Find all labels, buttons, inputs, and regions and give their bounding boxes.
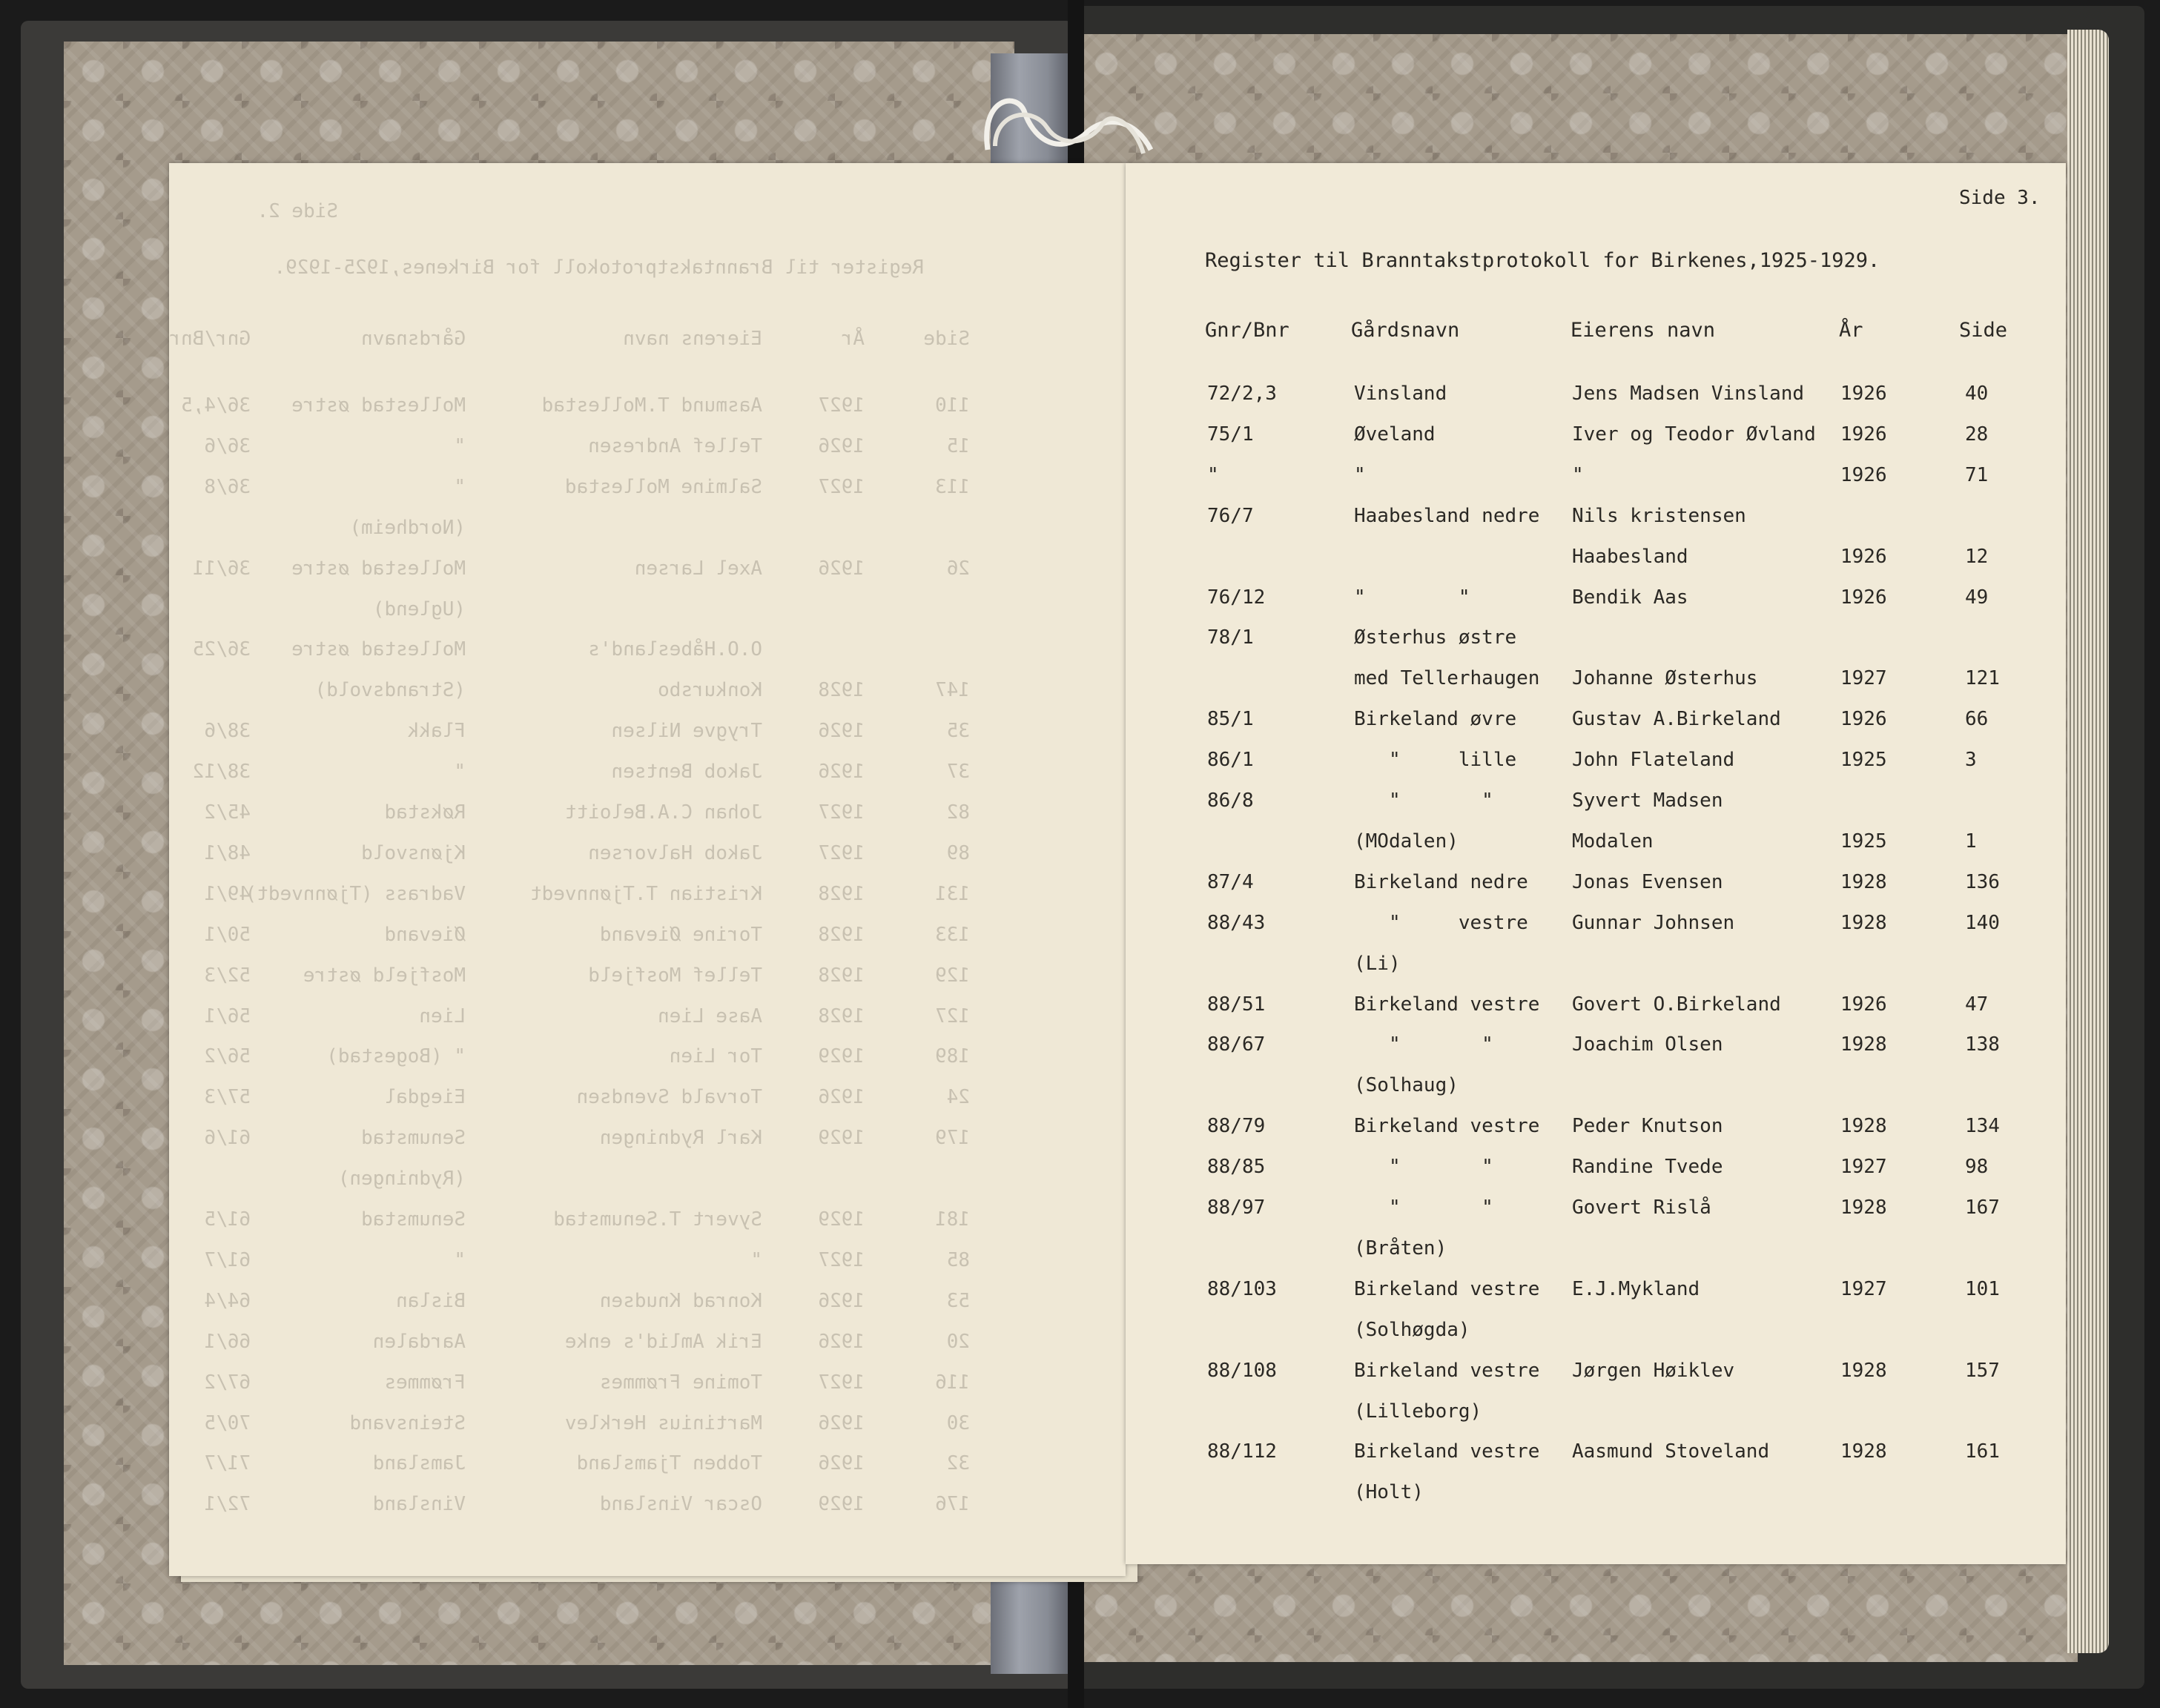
ghost-gnr: 45/2 [204,801,251,824]
ghost-side: 133 [935,924,970,946]
cell-eier: Johanne Østerhus [1572,667,1758,689]
cell-eier: Gunnar Johnsen [1572,912,1735,934]
ghost-eier: Tellef Andresen [588,435,762,457]
cell-gardsnavn: Birkeland vestre [1354,1360,1540,1382]
ghost-gardsnavn: " [454,476,466,498]
ghost-eier: Johan C.A.Beloitt [564,801,762,824]
ghost-eier: O.O.Håbesland's [588,638,762,661]
ghost-col-header: Gnr/Bnr [169,328,251,350]
cell-eier: John Flateland [1572,749,1735,771]
cell-gnr: 88/112 [1207,1440,1277,1463]
ghost-side: 89 [946,842,970,864]
cell-gardsnavn: (Solhaug) [1354,1074,1459,1096]
ghost-gardsnavn: Steinsvand [349,1412,466,1434]
ghost-gardsnavn: Flakk [407,720,466,742]
cell-side: 121 [1965,667,2000,689]
cell-gnr: 88/108 [1207,1360,1277,1382]
cell-eier: Randine Tvede [1572,1156,1723,1178]
cell-gardsnavn: Haabesland nedre [1354,505,1540,527]
col-header-eier: Eierens navn [1571,319,1716,342]
ghost-ar: 1927 [818,476,865,498]
ghost-gardsnavn: Bislan [396,1290,466,1312]
ghost-side: 131 [935,883,970,905]
cell-gnr: 88/85 [1207,1156,1266,1178]
ghost-eier: Trygve Nilsen [611,720,762,742]
cell-gardsnavn: " lille [1354,749,1517,771]
cell-side: 47 [1965,993,1989,1016]
col-header-gardsnavn: Gårdsnavn [1351,319,1460,342]
ghost-eier: Axel Larsen [634,557,762,580]
cell-side: 71 [1965,464,1989,486]
ghost-gardsnavn: Senumstad [361,1208,466,1231]
ghost-gnr: 64/4 [204,1290,251,1312]
cell-gnr: 78/1 [1207,626,1254,649]
ghost-ar: 1928 [818,924,865,946]
ghost-gardsnavn: Senumstad [361,1127,466,1149]
cell-gardsnavn: Vinsland [1354,383,1447,405]
ghost-eier: " [750,1249,762,1271]
cell-gardsnavn: " " [1354,1196,1493,1219]
ghost-gnr: 38/6 [204,720,251,742]
cell-side: 49 [1965,586,1989,609]
ghost-gnr: 70/5 [204,1412,251,1434]
ghost-eier: Torvald Svendsen [576,1086,762,1108]
cell-gnr: 88/97 [1207,1196,1266,1219]
cell-gardsnavn: (Solhøgda) [1354,1319,1470,1341]
ghost-gnr: 71/7 [204,1452,251,1474]
ghost-ar: 1926 [818,1452,865,1474]
ghost-gnr: 48/1 [204,842,251,864]
cell-gardsnavn: (Bråten) [1354,1237,1447,1260]
ghost-eier: Karl Rydningen [599,1127,762,1149]
ghost-side: 176 [935,1493,970,1515]
cell-gardsnavn: (Holt) [1354,1481,1424,1503]
cell-ar: 1926 [1840,546,1887,568]
ghost-gardsnavn: Frømmes [384,1371,466,1394]
cell-gnr: 86/8 [1207,790,1254,812]
cell-gardsnavn: " " [1354,1033,1493,1056]
cell-ar: 1928 [1840,871,1887,893]
cell-ar: 1928 [1840,1440,1887,1463]
ghost-gardsnavn: Kjønsvold [361,842,466,864]
ghost-gardsnavn: Jamsland [372,1452,466,1474]
cell-gardsnavn: " " [1354,790,1493,812]
cell-eier: Jonas Evensen [1572,871,1723,893]
cell-gnr: 88/103 [1207,1278,1277,1300]
ghost-gardsnavn: Aardalen [372,1331,466,1353]
ghost-gnr: 57/3 [204,1086,251,1108]
ghost-eier: Konkursbo [658,679,762,701]
cell-gardsnavn: " [1354,464,1366,486]
ghost-ar: 1927 [818,1249,865,1271]
ghost-gardsnavn: Mollestad østre [291,638,466,661]
ghost-ar: 1926 [818,720,865,742]
ghost-gnr: 61/5 [204,1208,251,1231]
ghost-side: 85 [946,1249,970,1271]
ghost-ar: 1929 [818,1208,865,1231]
ghost-side: 116 [935,1371,970,1394]
cell-ar: 1928 [1840,1115,1887,1137]
cell-eier: Haabesland [1572,546,1688,568]
left-page-bleedthrough-text [169,163,1126,1576]
ghost-gnr: 38/12 [192,761,251,783]
cell-gardsnavn: Øveland [1354,423,1436,446]
ghost-gnr: 56/1 [204,1005,251,1027]
ghost-side: 129 [935,964,970,987]
cell-gnr: 86/1 [1207,749,1254,771]
ghost-gardsnavn: Mollestad østre [291,557,466,580]
page-number: Side 3. [1959,187,2041,209]
ghost-ar: 1928 [818,1005,865,1027]
ghost-gnr: 36/25 [192,638,251,661]
cell-side: 40 [1965,383,1989,405]
ghost-gardsnavn: Eiegdal [384,1086,466,1108]
cell-gardsnavn: med Tellerhaugen [1354,667,1540,689]
ghost-ar: 1928 [818,679,865,701]
cell-gardsnavn: (Li) [1354,953,1401,975]
ghost-gardsnavn: " (Bogestad) [326,1045,466,1068]
ghost-gardsnavn: (Rydningen) [337,1168,466,1190]
ghost-side: 24 [946,1086,970,1108]
ghost-gnr: 50/1 [204,924,251,946]
cell-ar: 1925 [1840,830,1887,853]
cell-side: 138 [1965,1033,2000,1056]
ghost-gardsnavn: " [454,1249,466,1271]
right-page [1126,163,2066,1564]
cell-ar: 1926 [1840,383,1887,405]
cell-ar: 1925 [1840,749,1887,771]
cell-eier: Bendik Aas [1572,586,1688,609]
binding-thread-icon [973,68,1158,157]
cell-ar: 1928 [1840,1196,1887,1219]
ghost-eier: Erik Amlid's enke [564,1331,762,1353]
col-header-ar: År [1839,319,1863,342]
ghost-ar: 1927 [818,801,865,824]
ghost-col-header: Side [923,328,970,350]
left-page-number: Side 2. [257,200,338,222]
cell-gardsnavn: Birkeland øvre [1354,708,1517,730]
ghost-gnr: 36/11 [192,557,251,580]
ghost-side: 20 [946,1331,970,1353]
ghost-eier: Konrad Knudsen [599,1290,762,1312]
ghost-side: 32 [946,1452,970,1474]
ghost-side: 30 [946,1412,970,1434]
ghost-gnr: 67/2 [204,1371,251,1394]
ghost-eier: Kristian T.Tjønnvedt [529,883,762,905]
ghost-eier: Aasmund T.Mollestad [541,394,762,417]
cell-gardsnavn: (Lilleborg) [1354,1400,1482,1423]
ghost-gardsnavn: Øievand [384,924,466,946]
cell-side: 28 [1965,423,1989,446]
ghost-eier: Tomine Frømmes [599,1371,762,1394]
ghost-gnr: 61/6 [204,1127,251,1149]
ghost-gnr: 36/8 [204,476,251,498]
cell-gardsnavn: Østerhus østre [1354,626,1517,649]
ghost-side: 189 [935,1045,970,1068]
cell-ar: 1927 [1840,1156,1887,1178]
cell-ar: 1926 [1840,708,1887,730]
cell-ar: 1927 [1840,1278,1887,1300]
cell-ar: 1926 [1840,464,1887,486]
ghost-eier: Jakob Halvorsen [588,842,762,864]
cell-side: 161 [1965,1440,2000,1463]
cell-gnr: 88/79 [1207,1115,1266,1137]
cell-eier: Gustav A.Birkeland [1572,708,1781,730]
cell-side: 157 [1965,1360,2000,1382]
ghost-ar: 1926 [818,761,865,783]
ghost-ar: 1926 [818,435,865,457]
ghost-ar: 1927 [818,1371,865,1394]
ghost-gardsnavn: Lien [419,1005,466,1027]
ghost-ar: 1926 [818,1290,865,1312]
ghost-side: 147 [935,679,970,701]
cell-ar: 1926 [1840,993,1887,1016]
cell-ar: 1926 [1840,586,1887,609]
ghost-side: 37 [946,761,970,783]
cell-side: 136 [1965,871,2000,893]
ghost-col-header: Gårdsnavn [361,328,466,350]
ghost-ar: 1929 [818,1127,865,1149]
cell-eier: E.J.Mykland [1572,1278,1700,1300]
cell-side: 140 [1965,912,2000,934]
ghost-side: 35 [946,720,970,742]
ghost-eier: Tellef Mosfjeld [588,964,762,987]
cell-gardsnavn: " " [1354,1156,1493,1178]
ghost-ar: 1926 [818,1331,865,1353]
left-page-title: Register til Branntakstprotokoll for Birkenes,1925-1929. [274,256,924,279]
cell-eier: Aasmund Stoveland [1572,1440,1770,1463]
cell-gnr: 76/12 [1207,586,1266,609]
ghost-gardsnavn: " [454,435,466,457]
page-title: Register til Branntakstprotokoll for Birkenes,1925-1929. [1205,249,1880,272]
ghost-ar: 1926 [818,1412,865,1434]
ghost-gardsnavn: Mollestad østre [291,394,466,417]
ghost-eier: Syvert T.Senumstad [553,1208,762,1231]
cell-gnr: 88/51 [1207,993,1266,1016]
cell-eier: " [1572,464,1584,486]
ghost-side: 82 [946,801,970,824]
ghost-eier: Tobben Tjamsland [576,1452,762,1474]
cell-side: 66 [1965,708,1989,730]
ghost-eier: Oscar Vinsland [599,1493,762,1515]
cell-side: 167 [1965,1196,2000,1219]
ghost-ar: 1926 [818,1086,865,1108]
cell-gardsnavn: Birkeland vestre [1354,993,1540,1016]
ghost-ar: 1927 [818,842,865,864]
cell-side: 12 [1965,546,1989,568]
cell-side: 3 [1965,749,1977,771]
cell-gardsnavn: (MOdalen) [1354,830,1459,853]
page-block-edges [2067,30,2109,1653]
cell-side: 101 [1965,1278,2000,1300]
cell-gardsnavn: " " [1354,586,1470,609]
cell-gnr: 85/1 [1207,708,1254,730]
cell-ar: 1926 [1840,423,1887,446]
ghost-gnr: 49/1 [204,883,251,905]
ghost-gardsnavn: (Uglend) [372,598,466,620]
ghost-col-header: År [841,328,865,350]
cell-eier: Modalen [1572,830,1654,853]
cell-gnr: 88/43 [1207,912,1266,934]
ghost-ar: 1928 [818,964,865,987]
cell-eier: Nils kristensen [1572,505,1746,527]
col-header-side: Side [1959,319,2008,342]
cell-ar: 1928 [1840,1033,1887,1056]
ghost-gardsnavn: Vadrass (Tjønnvedt) [245,883,466,905]
ghost-side: 113 [935,476,970,498]
ghost-ar: 1929 [818,1493,865,1515]
cell-gardsnavn: " vestre [1354,912,1528,934]
ghost-ar: 1929 [818,1045,865,1068]
cell-gnr: 75/1 [1207,423,1254,446]
ghost-ar: 1926 [818,557,865,580]
ghost-col-header: Eierens navn [623,328,762,350]
cell-eier: Govert O.Birkeland [1572,993,1781,1016]
ghost-gnr: 36/6 [204,435,251,457]
ghost-gardsnavn: Vinsland [372,1493,466,1515]
ghost-side: 26 [946,557,970,580]
ghost-gnr: 52/3 [204,964,251,987]
cell-side: 98 [1965,1156,1989,1178]
ghost-gardsnavn: " [454,761,466,783]
ghost-gnr: 72/1 [204,1493,251,1515]
cell-ar: 1928 [1840,912,1887,934]
cell-gnr: 72/2,3 [1207,383,1277,405]
cell-ar: 1927 [1840,667,1887,689]
ghost-gnr: 61/7 [204,1249,251,1271]
ghost-gardsnavn: (Strandsvold) [314,679,466,701]
cell-gnr: 87/4 [1207,871,1254,893]
ghost-eier: Tor Lien [669,1045,762,1068]
ghost-side: 127 [935,1005,970,1027]
cell-eier: Syvert Madsen [1572,790,1723,812]
ghost-side: 179 [935,1127,970,1149]
ghost-ar: 1928 [818,883,865,905]
cell-gardsnavn: Birkeland nedre [1354,871,1528,893]
cell-eier: Joachim Olsen [1572,1033,1723,1056]
cell-gardsnavn: Birkeland vestre [1354,1115,1540,1137]
cell-eier: Govert Rislå [1572,1196,1711,1219]
cell-eier: Peder Knutson [1572,1115,1723,1137]
cell-gnr: 88/67 [1207,1033,1266,1056]
ghost-gnr: 56/2 [204,1045,251,1068]
cell-gnr: 76/7 [1207,505,1254,527]
cell-eier: Jens Madsen Vinsland [1572,383,1805,405]
cell-gardsnavn: Birkeland vestre [1354,1278,1540,1300]
ghost-gardsnavn: (Nordheim) [349,517,466,539]
cell-ar: 1928 [1840,1360,1887,1382]
ghost-gnr: 36/4,5 [181,394,251,417]
ghost-eier: Aase Lien [658,1005,762,1027]
ghost-side: 53 [946,1290,970,1312]
cell-gnr: " [1207,464,1219,486]
ghost-gardsnavn: Røkstad [384,801,466,824]
ghost-gnr: 66/1 [204,1331,251,1353]
cell-gardsnavn: Birkeland vestre [1354,1440,1540,1463]
ghost-side: 15 [946,435,970,457]
ghost-eier: Torine Øievand [599,924,762,946]
ghost-eier: Martinius Herklev [564,1412,762,1434]
cell-eier: Iver og Teodor Øvland [1572,423,1816,446]
ghost-gardsnavn: Mosfjeld østre [303,964,466,987]
col-header-gnr: Gnr/Bnr [1205,319,1289,342]
cell-side: 134 [1965,1115,2000,1137]
ghost-ar: 1927 [818,394,865,417]
ghost-eier: Jakob Bentsen [611,761,762,783]
ghost-eier: Salmine Mollestad [564,476,762,498]
cell-side: 1 [1965,830,1977,853]
cell-eier: Jørgen Høiklev [1572,1360,1735,1382]
ghost-side: 181 [935,1208,970,1231]
ghost-side: 110 [935,394,970,417]
